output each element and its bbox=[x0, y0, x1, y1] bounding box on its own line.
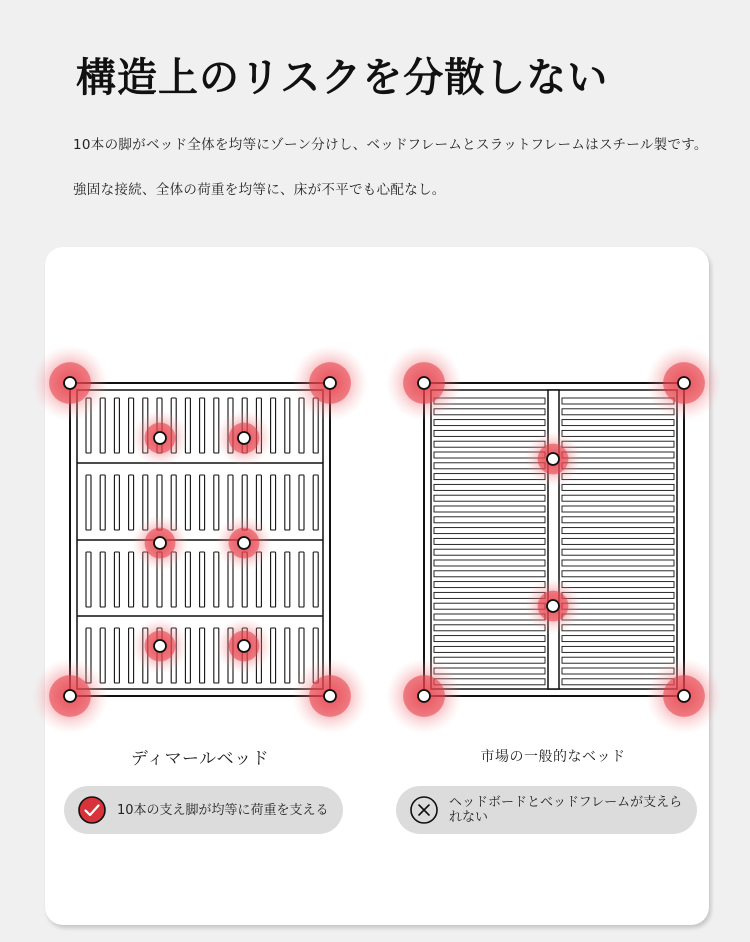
left-bed-caption: ディマールベッド bbox=[130, 749, 270, 769]
support-point-marker bbox=[216, 618, 272, 674]
check-circle-icon bbox=[77, 795, 107, 825]
support-point-marker bbox=[525, 431, 581, 487]
page-title: 構造上のリスクを分散しない bbox=[76, 55, 609, 101]
support-point-marker bbox=[646, 658, 722, 734]
support-points bbox=[32, 345, 722, 734]
left-bed-slats bbox=[77, 398, 323, 683]
support-point-marker bbox=[216, 410, 272, 466]
support-point-marker bbox=[525, 578, 581, 634]
right-bed-frame bbox=[424, 383, 684, 696]
support-point-marker bbox=[292, 658, 368, 734]
left-bed-badge-text: 10本の支え脚が均等に荷重を支える bbox=[117, 802, 329, 818]
support-point-marker bbox=[386, 658, 462, 734]
left-bed-badge bbox=[64, 786, 343, 834]
support-point-marker bbox=[216, 515, 272, 571]
support-point-marker bbox=[646, 345, 722, 421]
support-point-marker bbox=[292, 345, 368, 421]
right-bed-caption: 市場の一般的なベッド bbox=[480, 749, 626, 765]
support-point-marker bbox=[132, 618, 188, 674]
description-line-2: 強固な接続、全体の荷重を均等に、床が不平でも心配なし。 bbox=[73, 182, 446, 198]
x-circle-icon bbox=[409, 795, 439, 825]
right-bed-badge-text: ヘッドボードとベッドフレームが支えられない bbox=[449, 795, 683, 825]
support-point-marker bbox=[32, 658, 108, 734]
left-bed-frame bbox=[70, 383, 330, 696]
support-point-marker bbox=[132, 410, 188, 466]
right-bed-badge bbox=[396, 786, 697, 834]
description-line-1: 10本の脚がベッド全体を均等にゾーン分けし、ベッドフレームとスラットフレームはスチール製です。 bbox=[73, 137, 708, 153]
support-point-marker bbox=[386, 345, 462, 421]
support-point-marker bbox=[132, 515, 188, 571]
support-point-marker bbox=[32, 345, 108, 421]
